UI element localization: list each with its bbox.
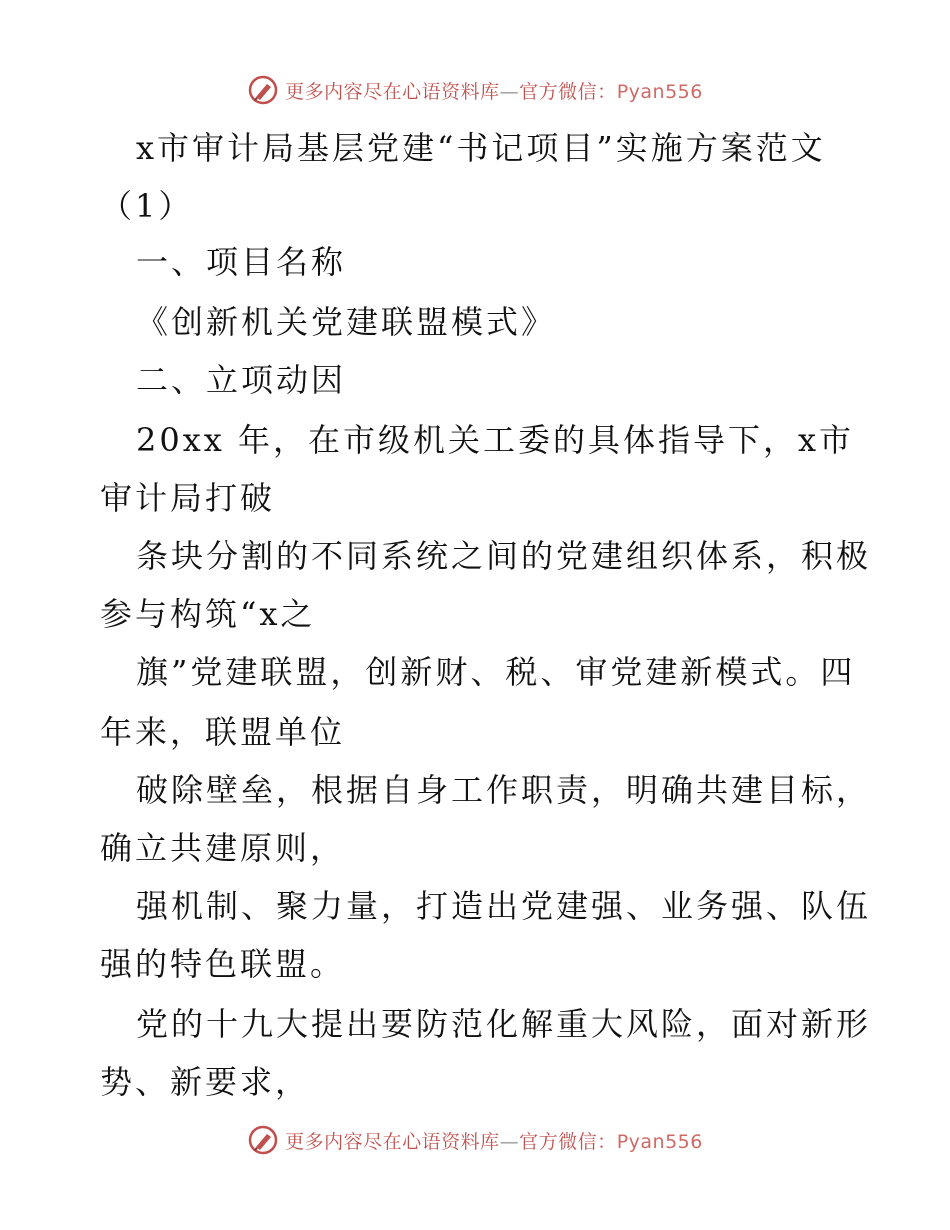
paragraph-line: 年来，联盟单位 [100, 713, 346, 751]
pen-logo-icon [247, 74, 279, 106]
paragraph-line: 《创新机关党建联盟模式》 [136, 303, 557, 341]
paragraph-line: 条块分割的不同系统之间的党建组织体系，积极 [136, 537, 872, 575]
paragraph-line: 强的特色联盟。 [100, 945, 346, 983]
footer-watermark [0, 1120, 950, 1160]
header-watermark [0, 70, 950, 110]
paragraph-line: 势、新要求， [100, 1063, 311, 1101]
watermark-text: 更多内容尽在心语资料库—官方微信：Pyan556 [285, 80, 703, 103]
watermark-text: 更多内容尽在心语资料库—官方微信：Pyan556 [285, 1130, 703, 1153]
section-heading: 二、立项动因 [136, 361, 347, 399]
paragraph-line: 党的十九大提出要防范化解重大风险，面对新形 [136, 1005, 872, 1043]
paragraph-line: 破除壁垒，根据自身工作职责，明确共建目标， [136, 771, 872, 809]
paragraph-line: 审计局打破 [100, 479, 276, 517]
paragraph-line: 旗”党建联盟，创新财、税、审党建新模式。四 [136, 653, 856, 691]
paragraph-line: 强机制、聚力量，打造出党建强、业务强、队伍 [136, 887, 872, 925]
paragraph-line: 20xx 年，在市级机关工委的具体指导下，x市 [136, 421, 855, 459]
title-continuation: （1） [100, 187, 194, 225]
section-heading: 一、项目名称 [136, 243, 347, 281]
pen-logo-icon [247, 1124, 279, 1156]
paragraph-line: 参与构筑“x之 [100, 595, 316, 633]
document-title: x市审计局基层党建“书记项目”实施方案范文 [136, 129, 826, 167]
paragraph-line: 确立共建原则， [100, 829, 346, 867]
